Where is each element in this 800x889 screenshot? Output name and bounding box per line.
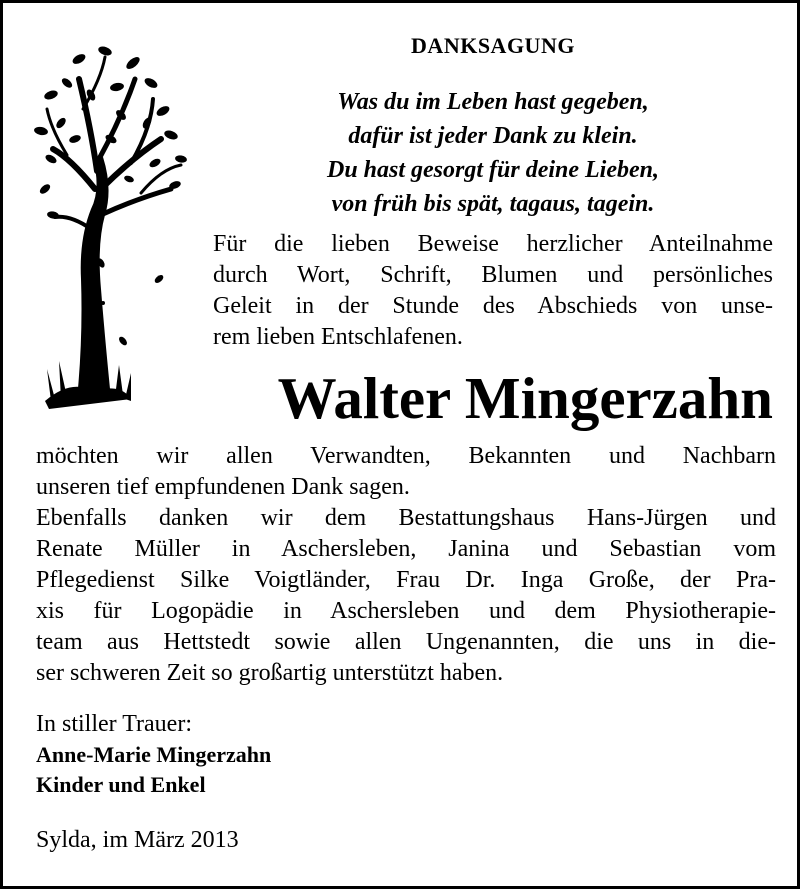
signature-label: In stiller Trauer: [36, 711, 192, 737]
body-line: xis für Logopädie in Aschersleben und dem Physiotherapie- [36, 598, 776, 624]
heading: DANKSAGUNG [411, 33, 575, 58]
body-line: möchten wir allen Verwandten, Bekannten und Nachbarn [36, 443, 776, 469]
intro-line: Für die lieben Beweise herzlicher Anteilnahme [213, 231, 773, 257]
signature-name: Kinder und Enkel [36, 772, 206, 797]
intro-line: Geleit in der Stunde des Abschieds von unse- [213, 293, 773, 319]
body-line: Renate Müller in Aschersleben, Janina und Sebastian vom [36, 536, 776, 562]
intro-line: rem lieben Entschlafenen. [213, 324, 463, 350]
signature-name: Anne-Marie Mingerzahn [36, 742, 272, 767]
poem-line: Du hast gesorgt für deine Lieben, [326, 157, 659, 183]
body-line: ser schweren Zeit so großartig unterstützt haben. [36, 660, 504, 686]
deceased-name: Walter Mingerzahn [277, 365, 773, 431]
body-line: Pflegedienst Silke Voigtländer, Frau Dr. Inga Große, der Pra- [36, 567, 776, 593]
body-line: unseren tief empfundenen Dank sagen. [36, 474, 410, 500]
body-line: Ebenfalls danken wir dem Bestattungshaus Hans-Jürgen und [36, 505, 776, 531]
tree-icon [31, 39, 191, 419]
signature [36, 709, 271, 800]
place-date: Sylda, im März 2013 [36, 827, 239, 853]
intro-line: durch Wort, Schrift, Blumen und persönliches [213, 262, 773, 288]
poem-line: Was du im Leben hast gegeben, [337, 89, 649, 115]
body-line: team aus Hettstedt sowie allen Ungenannten, die uns in die- [36, 629, 776, 655]
intro-text [213, 229, 773, 353]
poem-line: dafür ist jeder Dank zu klein. [348, 123, 638, 149]
poem-line: von früh bis spät, tagaus, tagein. [331, 191, 655, 217]
body-text [36, 441, 776, 689]
poem [213, 85, 773, 221]
